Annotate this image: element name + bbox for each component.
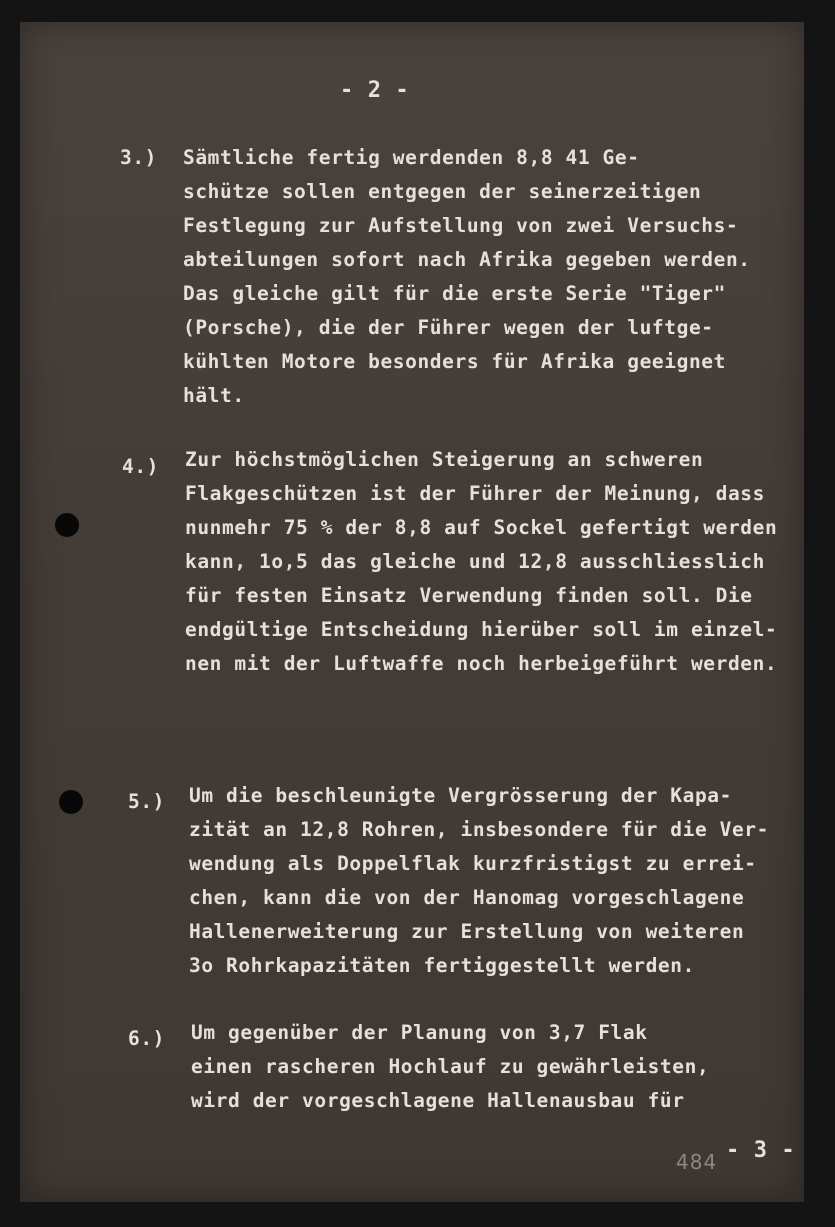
text-line: zität an 12,8 Rohren, insbesondere für die Ver- [189,818,769,841]
item-number: 6.) [128,1027,166,1050]
text-line: kühlten Motore besonders für Afrika geeignet [183,350,726,373]
archive-number: 484 [676,1150,718,1174]
text-line: Das gleiche gilt für die erste Serie "Tiger" [183,282,726,305]
text-line: nen mit der Luftwaffe noch herbeigeführt werden. [185,652,778,675]
text-line: endgültige Entscheidung hierüber soll im einzel- [185,618,778,641]
text-line: Festlegung zur Aufstellung von zwei Versuchs- [183,214,739,237]
item-number: 5.) [128,790,166,813]
item-text [185,443,777,681]
text-line: hält. [183,384,245,407]
item-number: 3.) [120,146,158,169]
text-line: wird der vorgeschlagene Hallenausbau für [191,1089,685,1112]
text-line: Zur höchstmöglichen Steigerung an schweren [185,448,704,471]
text-line: schütze sollen entgegen der seinerzeitigen [183,180,702,203]
text-line: für festen Einsatz Verwendung finden soll. Die [185,584,753,607]
item-text [189,779,769,983]
punch-hole-bottom [59,790,83,814]
item-text [183,141,751,413]
item-number: 4.) [122,455,160,478]
text-line: einen rascheren Hochlauf zu gewährleisten, [191,1055,710,1078]
text-line: 3o Rohrkapazitäten fertiggestellt werden. [189,954,695,977]
item-text [191,1016,709,1118]
text-line: (Porsche), die der Führer wegen der luftge- [183,316,714,339]
text-line: Sämtliche fertig werdenden 8,8 41 Ge- [183,146,640,169]
next-page-marker: - 3 - [726,1138,796,1163]
text-line: abteilungen sofort nach Afrika gegeben werden. [183,248,751,271]
punch-hole-top [55,513,79,537]
text-line: Flakgeschützen ist der Führer der Meinung, dass [185,482,765,505]
page-number: - 2 - [340,78,410,103]
text-line: Um gegenüber der Planung von 3,7 Flak [191,1021,648,1044]
text-line: Hallenerweiterung zur Erstellung von weiteren [189,920,745,943]
text-line: kann, 1o,5 das gleiche und 12,8 ausschliesslich [185,550,765,573]
text-line: nunmehr 75 % der 8,8 auf Sockel gefertigt werden [185,516,778,539]
text-line: Um die beschleunigte Vergrösserung der Kapa- [189,784,732,807]
text-line: chen, kann die von der Hanomag vorgeschlagene [189,886,745,909]
text-line: wendung als Doppelflak kurzfristigst zu errei- [189,852,757,875]
